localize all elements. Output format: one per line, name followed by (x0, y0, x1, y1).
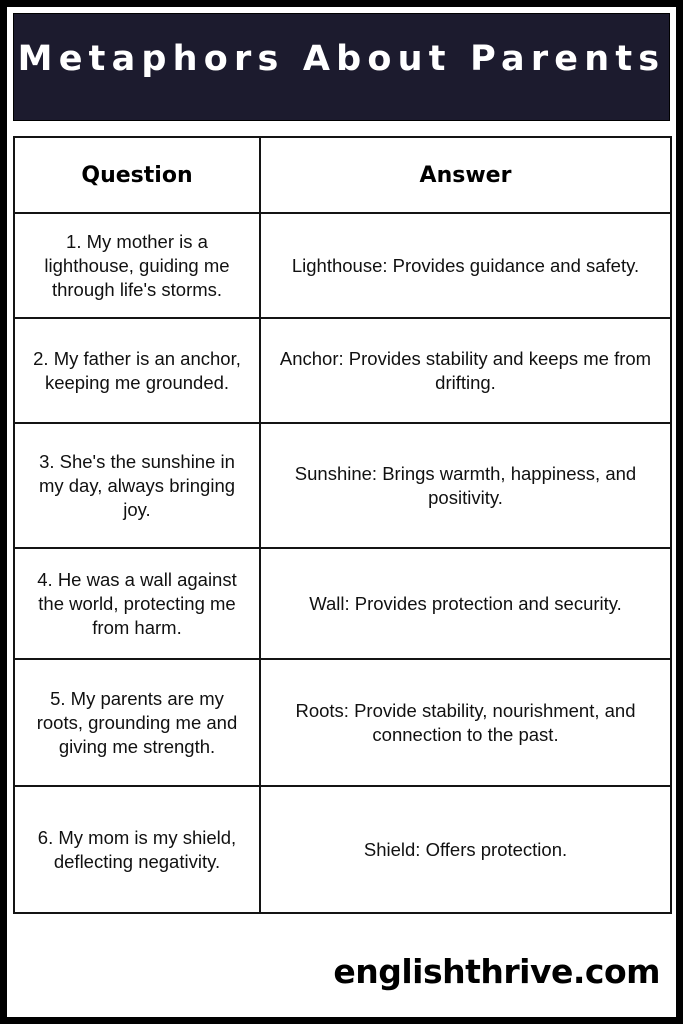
table-row (14, 786, 671, 913)
answer-cell: Lighthouse: Provides guidance and safety. (260, 213, 671, 318)
answer-cell: Wall: Provides protection and security. (260, 548, 671, 659)
answer-cell: Shield: Offers protection. (260, 786, 671, 913)
question-cell: 1. My mother is a lighthouse, guiding me through life's storms. (14, 213, 260, 318)
answer-cell: Sunshine: Brings warmth, happiness, and positivity. (260, 423, 671, 548)
question-cell: 4. He was a wall against the world, protecting me from harm. (14, 548, 260, 659)
table-row (14, 423, 671, 548)
title-banner (13, 13, 670, 121)
table-row (14, 659, 671, 786)
column-header-answer: Answer (260, 137, 671, 213)
table-row (14, 213, 671, 318)
answer-cell: Anchor: Provides stability and keeps me from drifting. (260, 318, 671, 423)
table-header-row (14, 137, 671, 213)
metaphors-table (13, 136, 672, 914)
question-cell: 5. My parents are my roots, grounding me and giving me strength. (14, 659, 260, 786)
answer-cell: Roots: Provide stability, nourishment, and connection to the past. (260, 659, 671, 786)
question-cell: 6. My mom is my shield, deflecting negativity. (14, 786, 260, 913)
site-brand: englishthrive.com (333, 952, 660, 991)
page-title: Metaphors About Parents (17, 39, 666, 79)
page-frame (7, 7, 676, 1017)
column-header-question: Question (14, 137, 260, 213)
question-cell: 3. She's the sunshine in my day, always bringing joy. (14, 423, 260, 548)
question-cell: 2. My father is an anchor, keeping me grounded. (14, 318, 260, 423)
table-row (14, 548, 671, 659)
table-row (14, 318, 671, 423)
